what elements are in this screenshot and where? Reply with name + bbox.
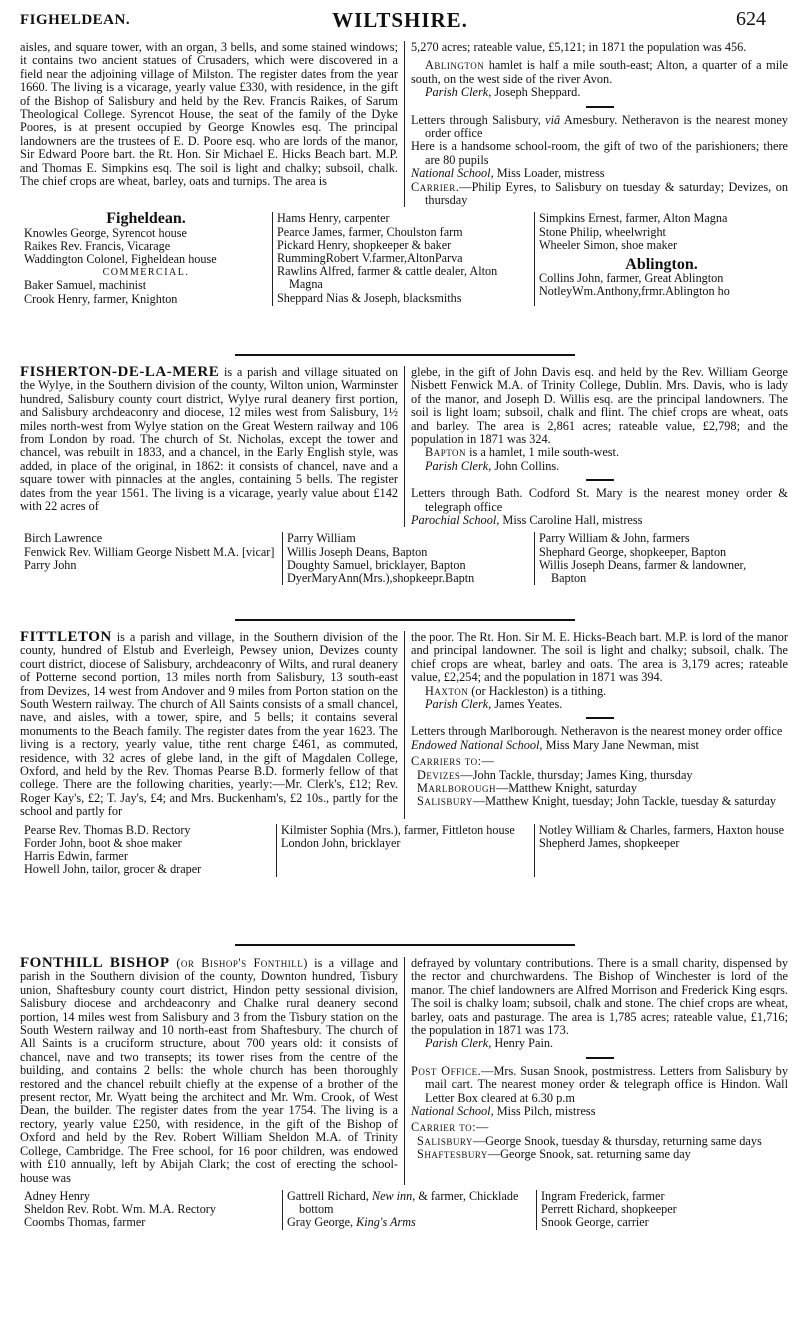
directory-entry: Parry John xyxy=(24,557,77,572)
fisherton-school xyxy=(411,514,788,527)
directory-entry: Pearce James, farmer, Choulston farm xyxy=(277,224,463,239)
carrier-destination: Marlborough xyxy=(417,781,496,796)
figheldean-description: aisles, and square tower, with an organ, 3 bells, and some stained windows; it contains two ancient statues of Crusaders, which were discovered in a field near the adjoining village of Milston. The register dates from the year 1660. The living is a vicarage, yearly value £330, with residence, in the gift of the Bishop of Salisbury and held by the Rev. Francis Raikes, of Sarum Theological College. Syrencot House, the seat of the family of the Dyke Poores, is at present occupied by George Knowles esq. The principal landowners are the trustees of E. D. Poore esq. who are lords of the manor, Sir Edward Poore bart. the Rt. Hon. Sir Michael E. Hicks Beach bart. M.P. and Thomas E. Simpkins esq. The soil is light and chalky; subsoil, chalk. The chief crops are wheat, barley, oats and turnips. The area is xyxy=(20,40,398,189)
fonthill-directory xyxy=(20,1190,788,1230)
haxton-label: Haxton xyxy=(425,683,469,698)
fisherton-description xyxy=(20,366,398,513)
carriers-heading: Carriers to:— xyxy=(411,754,495,769)
fisherton-directory xyxy=(20,532,788,585)
directory-column-2 xyxy=(282,532,534,585)
directory-column-3 xyxy=(534,212,788,305)
fittleton-text: is a parish and village, in the Southern division of the county, hundred of Elstub and Everleigh, Pewsey union, Devizes county court district, diocese of Salisbury, archdeaconry of Wilts, and rural deanery of Potterne second portion, 13 miles north from Salisbury, 13 south-east from Devizes, 14 west from Andover and 9 miles from Porton station on the South Western railway. The church of All Saints consists of a small chancel, nave, and aisles, with a tower, spire, and 5 bells; it contains several monuments to the Beach family. The register dates from the year 1623. The living is a rectory, yearly value, tithe rent charge £461, as commuted, residence, with 32 acres of glebe land, in the gift of Magdalen College, Oxford, and held by the Rev. Thomas Pearse B.D. formerly fellow of that college. There are the following charities, yearly:—Mr. Clerk's, £12; Rev. Roger Kay's, £2; T. Jay's, £4; and Mrs. Buckenham's, £2 10s., partly for the school and partly for xyxy=(20,630,398,819)
school-label: National School, xyxy=(411,1104,494,1119)
carrier-heading: Carrier to:— xyxy=(411,1120,489,1135)
directory-entry: Waddington Colonel, Figheldean house xyxy=(24,252,217,267)
bapton-text: is a hamlet, 1 mile south-west. xyxy=(466,445,620,460)
separator-dash xyxy=(586,1057,614,1059)
figheldean-directory xyxy=(20,212,788,305)
school-text: Miss Caroline Hall, mistress xyxy=(499,513,643,528)
fittleton-letters: Letters through Marlborough. Netheravon is the nearest money order office xyxy=(411,724,783,739)
fisherton-parish-clerk xyxy=(411,460,788,473)
fittleton-left-column xyxy=(20,631,404,819)
figheldean-right-column xyxy=(404,41,788,207)
entry-detail: , & farmer, Chicklade bottom xyxy=(299,1188,519,1217)
directory-entry xyxy=(287,1216,532,1229)
school-label: Parochial School, xyxy=(411,513,500,528)
directory-entry: Collins John, farmer, Great Ablington xyxy=(539,271,724,286)
directory-entry: Simpkins Ernest, farmer, Alton Magna xyxy=(539,211,728,226)
fisherton-continued: glebe, in the gift of John Davis esq. and held by the Rev. William George Nisbett Fenwick M.A. of Trinity College, Dublin. Mrs. Davis, who is lady of the manor, and Joseph D. Willis esq. are the principal landowners. The soil is light loam; subsoil, chalk and flint. The chief crops are wheat, oats and barley. The area is 2,861 acres; rateable value, £2,798; and the population in 1871 was 324. xyxy=(411,365,788,447)
inn-name: King's Arms xyxy=(356,1215,416,1230)
parish-clerk-label: Parish Clerk, xyxy=(425,1036,492,1051)
inn-name: New inn xyxy=(371,1188,413,1203)
carrier-destination: Salisbury xyxy=(417,1133,473,1148)
separator-dash xyxy=(586,479,614,481)
letters-via: viâ xyxy=(545,112,561,127)
figheldean-area-text: 5,270 acres; rateable value, £5,121; in 1871 the population was 456. xyxy=(411,40,747,54)
fonthill-parish-clerk xyxy=(411,1037,788,1050)
fisherton-right-column xyxy=(404,366,788,527)
parish-clerk-name: James Yeates. xyxy=(491,697,563,712)
directory-column-1 xyxy=(20,824,276,877)
fittleton-continued: the poor. The Rt. Hon. Sir M. E. Hicks-Beach bart. M.P. is lord of the manor and principal landowner. The soil is light and chalky; subsoil, chalk. The chief crops are wheat, barley and oats. The area is 3,179 acres; rateable value, £2,254; and the population in 1871 was 394. xyxy=(411,630,788,685)
carrier-entry xyxy=(411,1135,788,1148)
directory-entry: Shepherd James, shopkeeper xyxy=(539,835,680,850)
figheldean-parish-clerk xyxy=(411,86,788,99)
separator-dash xyxy=(586,106,614,108)
post-office-text: —Mrs. Susan Snook, postmistress. Letters from Salisbury by mail cart. The nearest money order & telegraph office is Hindon. Wall Letter Box cleared at 6.30 p.m xyxy=(425,1063,788,1105)
directory-entry: Harris Edwin, farmer xyxy=(24,849,128,864)
parish-clerk-name: Henry Pain. xyxy=(491,1036,554,1051)
fonthill-school xyxy=(411,1105,788,1118)
carrier-entry xyxy=(411,1148,788,1161)
place-name-fittleton: FITTLETON xyxy=(20,629,112,645)
directory-column-1 xyxy=(20,532,282,585)
directory-entry: Howell John, tailor, grocer & draper xyxy=(24,862,202,877)
fisherton-left-column xyxy=(20,366,404,527)
directory-entry: Parry William & John, farmers xyxy=(539,531,690,546)
haxton-text: (or Hackleston) is a tithing. xyxy=(468,683,607,698)
ablington-text: hamlet is half a mile south-east; Alton, a quarter of a mile south, on the west side of the river Avon. xyxy=(411,58,788,86)
directory-entry: Hams Henry, carpenter xyxy=(277,211,390,226)
parish-clerk-name: Joseph Sheppard. xyxy=(491,85,581,100)
section-divider xyxy=(235,944,575,946)
figheldean-section xyxy=(20,41,788,306)
carrier-details: —John Tackle, thursday; James King, thursday xyxy=(460,767,693,782)
fittleton-directory xyxy=(20,824,788,877)
directory-entry: Sheldon Rev. Robt. Wm. M.A. Rectory xyxy=(24,1202,216,1217)
fonthill-text: is a village and parish in the Southern division of the county, Downton hundred, Tisbury union, Shaftesbury county court district, Hindon petty sessional division, Salisbury diocese and archdeaconry and Chalke rural deanery second portion, 14 miles west from Salisbury and 3 from the Tisbury station on the South Western railway and 10 north-east from Shaftesbury. The church of All Saints is a cruciform structure, about 700 years old: it consists of chancel, nave and two transepts; its tower rises from the centre of the building, and contains 2 bells: the whole church has been thoroughly restored and the chancel rebuilt chiefly at the expense of a brother of the present rector, Mr. Wyatt being the architect and Mr. Wm. Crook, of West Dean, the builder. The register dates from the year 1754. The living is a rectory, yearly value £250, with residence, in the gift of the Bishop of Oxford and held by the Rev. Robert William Sheldon M.A. of Trinity College, Cambridge. The Free school, for 16 poor children, was endowed with £10 annually, left by Abijah Clark; the cost of erecting the school-house was xyxy=(20,956,398,1185)
figheldean-letters xyxy=(411,114,788,141)
carrier-entry xyxy=(411,769,788,782)
carrier-destination: Salisbury xyxy=(417,794,473,809)
directory-entry: Shephard George, shopkeeper, Bapton xyxy=(539,544,727,559)
directory-entry: Baker Samuel, machinist xyxy=(24,278,147,293)
directory-column-3 xyxy=(534,824,788,877)
section-divider xyxy=(235,619,575,621)
directory-entry: Rawlins Alfred, farmer & cattle dealer, Alton Magna xyxy=(277,264,498,292)
place-name-fonthill: FONTHILL BISHOP xyxy=(20,955,170,971)
school-text: Miss Pilch, mistress xyxy=(493,1104,596,1119)
carrier-destination: Devizes xyxy=(417,767,461,782)
directory-entry: Coombs Thomas, farmer xyxy=(24,1215,146,1230)
directory-entry: Raikes Rev. Francis, Vicarage xyxy=(24,238,171,253)
commercial-heading: COMMERCIAL. xyxy=(102,267,190,279)
directory-entry: NotleyWm.Anthony,frmr.Ablington ho xyxy=(539,284,730,299)
directory-column-3 xyxy=(536,1190,788,1230)
letters-post: Amesbury. Netheravon is the nearest money order office xyxy=(425,112,788,141)
parish-clerk-label: Parish Clerk, xyxy=(425,458,492,473)
carrier-details: —Matthew Knight, saturday xyxy=(495,781,637,796)
school-label: National School, xyxy=(411,166,494,181)
directory-entry: Willis Joseph Deans, Bapton xyxy=(287,544,428,559)
directory-entry: Wheeler Simon, shoe maker xyxy=(539,237,678,252)
directory-column-1 xyxy=(20,1190,282,1230)
figheldean-school-room: Here is a handsome school-room, the gift of two of the parishioners; there are 80 pupils xyxy=(411,139,788,167)
fittleton-description xyxy=(20,631,398,819)
carrier-entry xyxy=(411,782,788,795)
directory-entry: Pearse Rev. Thomas B.D. Rectory xyxy=(24,822,191,837)
directory-entry: Perrett Richard, shopkeeper xyxy=(541,1202,677,1217)
directory-entry: Adney Henry xyxy=(24,1188,90,1203)
directory-column-2 xyxy=(276,824,534,877)
fonthill-description xyxy=(20,957,398,1185)
directory-entry: Stone Philip, wheelwright xyxy=(539,224,666,239)
directory-entry: Kilmister Sophia (Mrs.), farmer, Fittleton house xyxy=(281,822,515,837)
school-label: Endowed National School, xyxy=(411,737,543,752)
figheldean-left-column xyxy=(20,41,404,207)
entry-name: Gattrell Richard, xyxy=(287,1188,372,1203)
figheldean-carrier xyxy=(411,181,788,208)
directory-entry: Pickard Henry, shopkeeper & baker xyxy=(277,237,452,252)
directory-entry: Parry William xyxy=(287,531,356,546)
directory-entry: Notley William & Charles, farmers, Haxton house xyxy=(539,822,785,837)
bapton-note xyxy=(411,446,788,459)
post-office-label: Post Office. xyxy=(411,1063,482,1078)
fonthill-right-column xyxy=(404,957,788,1185)
directory-entry: Doughty Samuel, bricklayer, Bapton xyxy=(287,557,466,572)
carrier-details: —Matthew Knight, tuesday; John Tackle, tuesday & saturday xyxy=(472,794,777,809)
carrier-destination: Shaftesbury xyxy=(417,1147,488,1162)
place-heading-ablington: Ablington. xyxy=(625,256,698,274)
fisherton-letters: Letters through Bath. Codford St. Mary is the nearest money order & telegraph office xyxy=(411,486,788,514)
bapton-label: Bapton xyxy=(425,445,467,460)
place-heading-figheldean: Figheldean. xyxy=(106,210,186,228)
directory-column-2 xyxy=(282,1190,536,1230)
carrier-details: —George Snook, sat. returning same day xyxy=(487,1147,691,1162)
directory-entry: London John, bricklayer xyxy=(281,835,401,850)
directory-entry: Forder John, boot & shoe maker xyxy=(24,835,182,850)
fisherton-text: is a parish and village situated on the Wylye, in the Southern division of the county, Wilton union, Warminster hundred, Salisbury county court district, Wylye rural deanery first portion, and Salisbury archdeaconry and diocese, 12 miles west from Salisbury, 1½ miles north-west from Wylye station on the Great Western railway and 106 from London by road. The church of St. Nicholas, except the tower and chancel, was rebuilt in 1833, and a chancel, in the Early English style, was added, in place of the original, in 1862: it consists of chancel, nave and a square tower with pinnacles at the angles, containing 5 bells. The register dates from the year 1561. The living is a vicarage, yearly value about £142 with 22 acres of xyxy=(20,365,398,514)
fittleton-right-column xyxy=(404,631,788,819)
directory-column-3 xyxy=(534,532,788,585)
directory-column-1 xyxy=(20,212,272,305)
carrier-entry xyxy=(411,795,788,808)
entry-name: Gray George, xyxy=(287,1215,357,1230)
directory-entry: RummingRobert V.farmer,AltonParva xyxy=(277,251,463,266)
running-head-county: WILTSHIRE. xyxy=(332,8,468,32)
fonthill-post-office xyxy=(411,1065,788,1105)
carrier-label: Carrier. xyxy=(411,179,460,194)
directory-entry: Willis Joseph Deans, farmer & landowner, Bapton xyxy=(539,557,747,586)
carrier-text: —Philip Eyres, to Salisbury on tuesday & saturday; Devizes, on thursday xyxy=(425,179,788,208)
place-name-fisherton: FISHERTON-DE-LA-MERE xyxy=(20,364,220,380)
directory-entry: Ingram Frederick, farmer xyxy=(541,1188,665,1203)
fittleton-school xyxy=(411,739,788,752)
fittleton-section xyxy=(20,631,788,877)
directory-entry: DyerMaryAnn(Mrs.),shopkeepr.Baptn xyxy=(287,571,475,586)
figheldean-national-school xyxy=(411,167,788,180)
fonthill-section xyxy=(20,957,788,1230)
directory-column-2 xyxy=(272,212,534,305)
letters-pre: Letters through Salisbury, xyxy=(411,112,546,127)
section-divider xyxy=(235,354,575,356)
parish-clerk-label: Parish Clerk, xyxy=(425,85,492,100)
directory-entry: Sheppard Nias & Joseph, blacksmiths xyxy=(277,290,462,305)
directory-entry: Birch Lawrence xyxy=(24,531,103,546)
fonthill-continued: defrayed by voluntary contributions. There is a small charity, dispensed by the rector and churchwardens. The Bishop of Winchester is lord of the manor. The chief landowners are Alfred Morrison and Frederick King esqrs. The soil is chalky loam; subsoil, chalk and stone. The chief crops are wheat, barley, oats and pasturage. The area is 1,785 acres; rateable value, £1,716; the population in 1871 was 173. xyxy=(411,956,788,1038)
directory-entry: Fenwick Rev. William George Nisbett M.A. [vicar] xyxy=(24,544,275,559)
parish-clerk-label: Parish Clerk, xyxy=(425,697,492,712)
page-number: 624 xyxy=(736,8,766,30)
parish-clerk-name: John Collins. xyxy=(491,458,560,473)
fonthill-alt-name: (or Bishop's Fonthill) xyxy=(169,956,308,970)
school-text: Miss Loader, mistress xyxy=(493,166,605,181)
directory-entry: Knowles George, Syrencot house xyxy=(24,225,187,240)
ablington-label: Ablington xyxy=(425,58,485,73)
directory-entry xyxy=(287,1190,532,1216)
fittleton-parish-clerk xyxy=(411,698,788,711)
directory-entry: Snook George, carrier xyxy=(541,1215,649,1230)
page-header xyxy=(20,8,780,34)
separator-dash xyxy=(586,717,614,719)
fonthill-left-column xyxy=(20,957,404,1185)
directory-entry: Crook Henry, farmer, Knighton xyxy=(24,291,178,306)
ablington-note xyxy=(411,59,788,86)
school-text: Miss Mary Jane Newman, mist xyxy=(542,737,699,752)
fisherton-section xyxy=(20,366,788,585)
haxton-note xyxy=(411,685,788,698)
running-head-place: FIGHELDEAN. xyxy=(20,12,131,28)
carrier-details: —George Snook, tuesday & thursday, returning same days xyxy=(472,1133,762,1148)
